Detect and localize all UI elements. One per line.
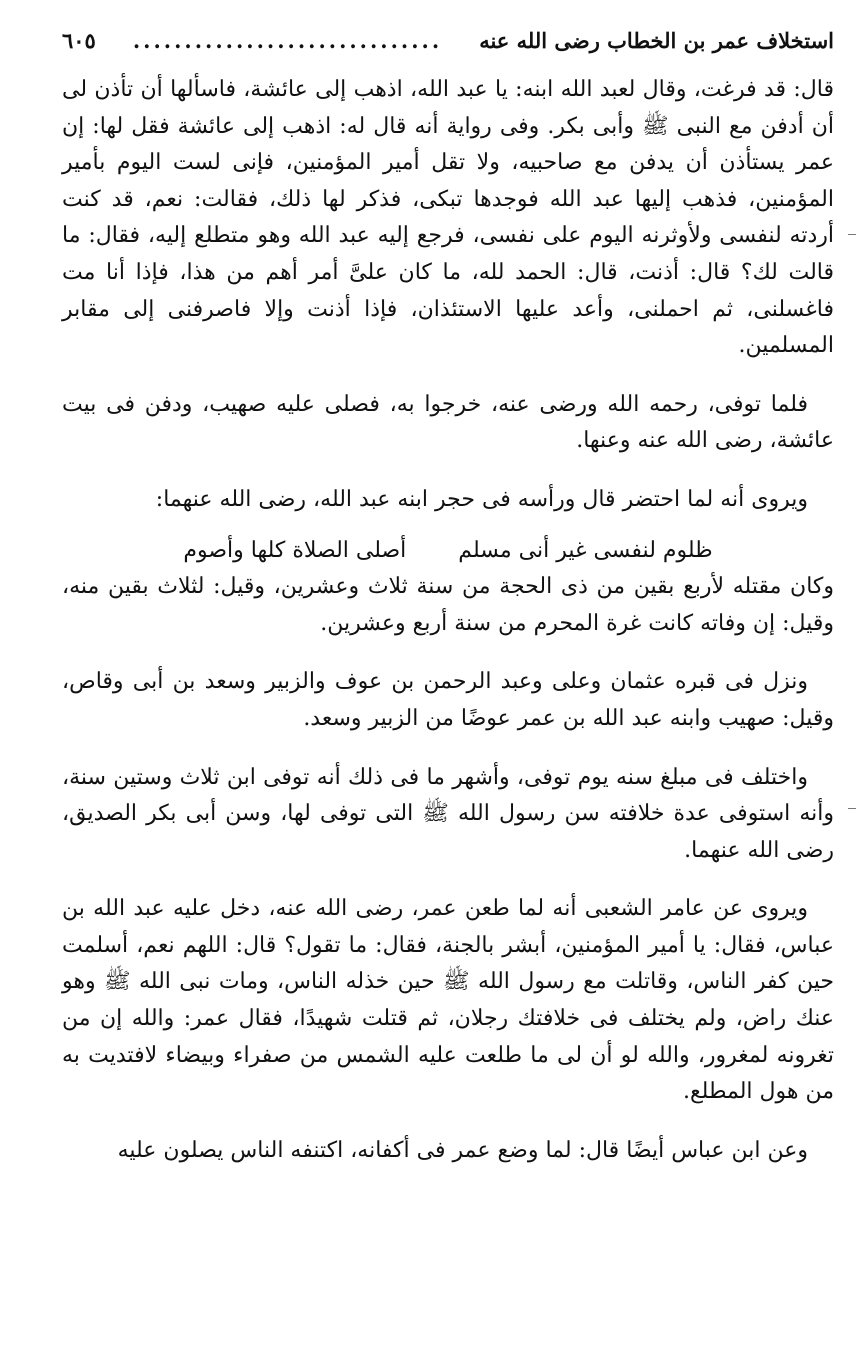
poem-verse (62, 533, 834, 570)
margin-tick (848, 234, 856, 235)
leader-dots: .............................. (132, 28, 443, 53)
paragraph-funeral: فلما توفى، رحمه الله ورضى عنه، خرجوا به، فصلى عليه صهيب، ودفن فى بيت عائشة، رضى الله عنه وعنها. (62, 391, 834, 454)
book-page (62, 28, 834, 1348)
paragraph-burial-request: قال: قد فرغت، وقال لعبد الله ابنه: يا عبد الله، اذهب إلى عائشة، فاسألها أن تأذن لى أن أدفن مع النبى ﷺ وأبى بكر. وفى رواية أنه قال له: اذهب إلى عائشة فقل لها: إن عمر يستأذن أن يدفن مع صاحبيه، ولا تقل أمير المؤمنين، فإنى لست اليوم بأمير المؤمنين، فذهب إليها عبد الله فوجدها تبكى، فذكر لها ذلك، فقالت: نعم، قد كنت أردته لنفسى ولأوثرنه اليوم على نفسى، فرجع إليه عبد الله وهو متطلع إليه، فقال: ما قالت لك؟ قال: أذنت، قال: الحمد لله، ما كان علىَّ أمر أهم من هذا، فإذا أنا مت فاغسلنى، ثم احملنى، وأعد عليها الاستئذان، فإذا أذنت وإلا فاصرفنى إلى مقابر المسلمين. (62, 77, 834, 359)
paragraph-shroud: وعن ابن عباس أيضًا قال: لما وضع عمر فى أكفانه، اكتنفه الناس يصلون عليه (117, 1137, 808, 1163)
paragraph-grave: ونزل فى قبره عثمان وعلى وعبد الرحمن بن عوف والزبير وسعد بن أبى وقاص، وقيل: صهيب وابنه عبد الله بن عمر عوضًا من الزبير وسعد. (62, 669, 834, 731)
paragraph-age: واختلف فى مبلغ سنه يوم توفى، وأشهر ما فى ذلك أنه توفى ابن ثلاث وستين سنة، وأنه استوفى عدة خلافته سن رسول الله ﷺ التى توفى لها، وسن أبى بكر الصديق، رضى الله عنهما. (62, 764, 834, 863)
margin-tick (848, 808, 856, 809)
page-number: ٦٠٥ (62, 28, 96, 53)
paragraph-date-of-death: وكان مقتله لأربع بقين من ذى الحجة من سنة ثلاث وعشرين، وقيل: لثلاث بقين منه، وقيل: إن وفاته كانت غرة المحرم من سنة أربع وعشرين. (62, 574, 834, 636)
paragraph-ibn-abbas: ويروى عن عامر الشعبى أنه لما طعن عمر، رضى الله عنه، دخل عليه عبد الله بن عباس، فقال: يا أمير المؤمنين، أبشر بالجنة، فقال: ما تقول؟ قال: اللهم نعم، أسلمت حين كفر الناس، وقاتلت مع رسول الله ﷺ حين خذله الناس، ومات نبى الله ﷺ وهو عنك راض، ولم يختلف فى خلافتك رجلان، ثم قتلت شهيدًا، فقال عمر: والله إن من تغرونه لمغرور، والله لو أن لى ما طلعت عليه الشمس من صفراء وبيضاء لافتديت به من هول المطلع. (62, 896, 835, 1105)
running-header (62, 28, 834, 72)
poem-hemistich-first: ظلوم لنفسى غير أنى مسلم (458, 537, 713, 563)
poem-hemistich-second: أصلى الصلاة كلها وأصوم (183, 537, 407, 563)
chapter-title: استخلاف عمر بن الخطاب رضى الله عنه (479, 28, 834, 53)
paragraph-deathbed: ويروى أنه لما احتضر قال ورأسه فى حجر ابنه عبد الله، رضى الله عنهما: (155, 486, 808, 512)
